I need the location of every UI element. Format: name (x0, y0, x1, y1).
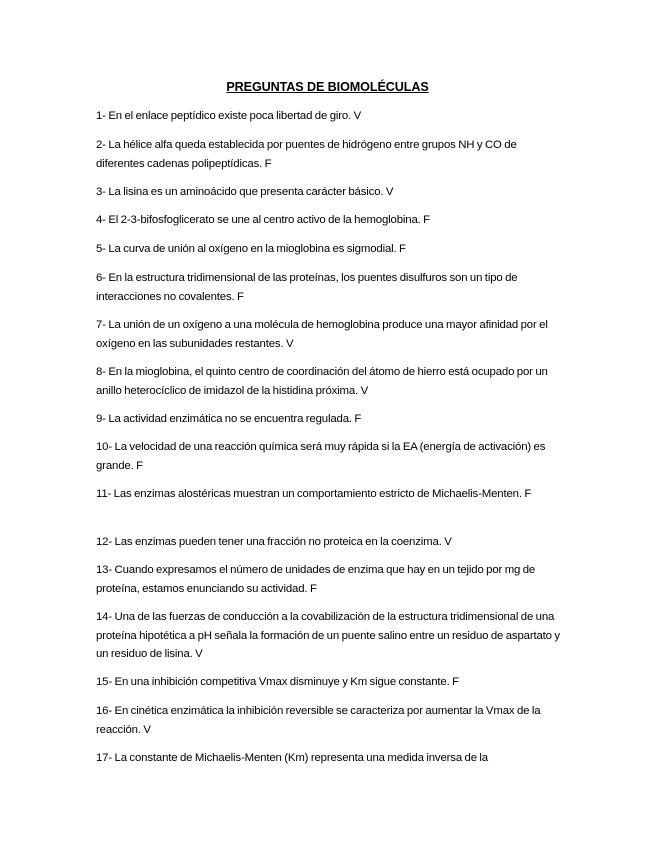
question-2: 2- La hélice alfa queda establecida por puentes de hidrógeno entre grupos NH y CO de diferentes cadenas polipeptídicas. F (96, 139, 517, 170)
question-15: 15- En una inhibición competitiva Vmax disminuye y Km sigue constante. F (96, 676, 459, 688)
question-8: 8- En la mioglobina, el quinto centro de coordinación del átomo de hierro está ocupado por un anillo heterocíclico de imidazol de la histidina próxima. V (96, 366, 548, 397)
question-11: 11- Las enzimas alostéricas muestran un comportamiento estricto de Michaelis-Menten. F (96, 488, 532, 500)
question-4: 4- El 2-3-bifosfoglicerato se une al centro activo de la hemoglobina. F (96, 214, 430, 226)
question-10: 10- La velocidad de una reacción química será muy rápida si la EA (energía de activación) es grande. F (96, 441, 546, 472)
question-16: 16- En cinética enzimática la inhibición reversible se caracteriza por aumentar la Vmax de la reacción. V (96, 705, 541, 736)
question-6: 6- En la estructura tridimensional de las proteínas, los puentes disulfuros son un tipo de interacciones no covalentes. F (96, 272, 518, 303)
question-14: 14- Una de las fuerzas de conducción a la covabilización de la estructura tridimensional de una proteína hipotética a pH señala la formación de un puente salino entre un residuo de aspartato y un residuo de lisina. V (96, 611, 560, 660)
question-9: 9- La actividad enzimática no se encuentra regulada. F (96, 413, 362, 425)
question-17: 17- La constante de Michaelis-Menten (Km) representa una medida inversa de la (96, 752, 488, 764)
question-1: 1- En el enlace peptídico existe poca libertad de giro. V (96, 110, 362, 122)
page-title: PREGUNTAS DE BIOMOLÉCULAS (226, 80, 429, 94)
question-7: 7- La unión de un oxígeno a una molécula de hemoglobina produce una mayor afinidad por el oxígeno en las subunidades restantes. V (96, 319, 548, 350)
question-12: 12- Las enzimas pueden tener una fracción no proteica en la coenzima. V (96, 536, 452, 548)
question-13: 13- Cuando expresamos el número de unidades de enzima que hay en un tejido por mg de proteína, estamos enunciando su actividad. F (96, 564, 536, 595)
question-5: 5- La curva de unión al oxígeno en la mioglobina es sigmodial. F (96, 243, 406, 255)
question-3: 3- La lisina es un aminoácido que presenta carácter básico. V (96, 186, 394, 198)
